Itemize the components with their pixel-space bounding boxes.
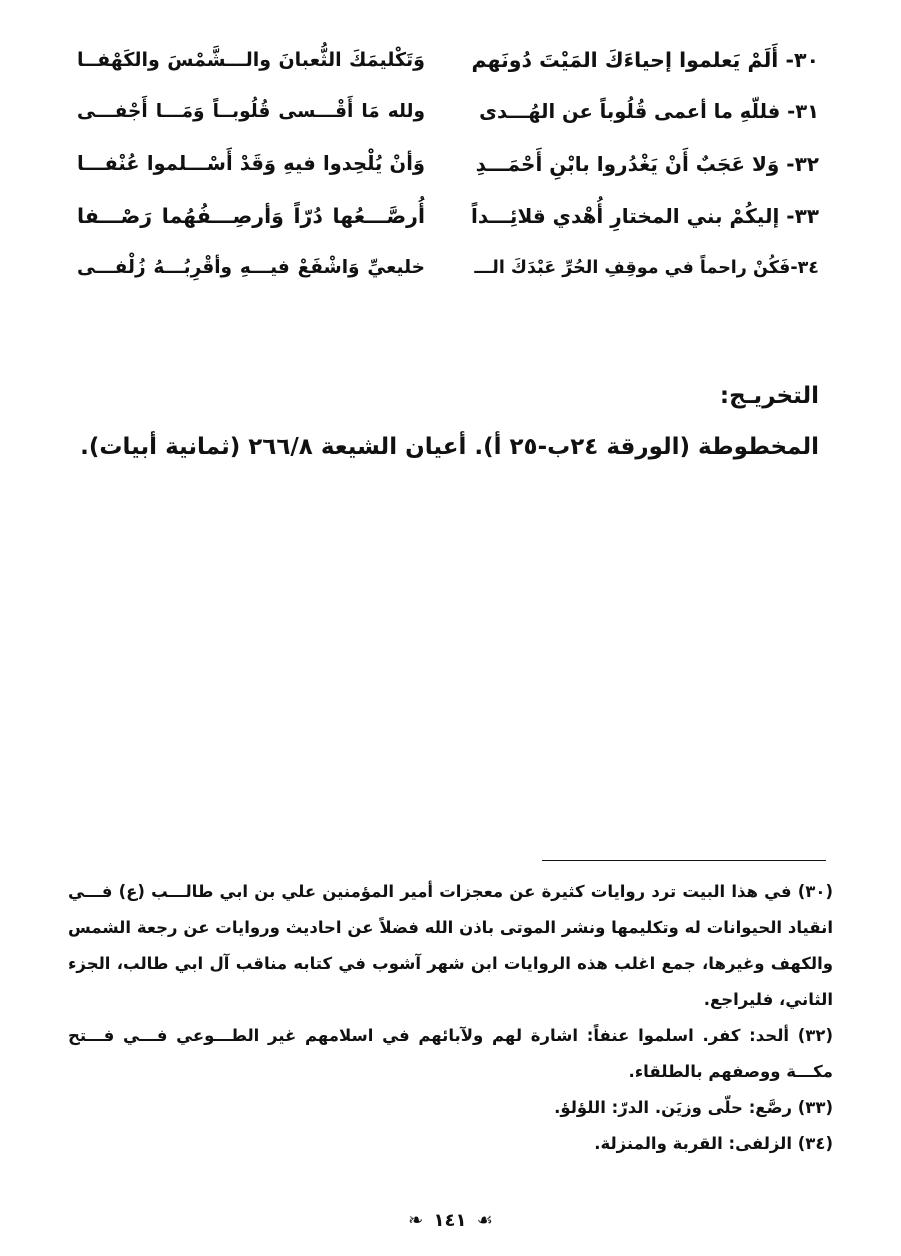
verse-first-hemistich: ٣٠- أَلَمْ يَعلموا إحياءَكَ المَيْتَ دُونَهم (471, 48, 819, 72)
footnote-33: (٣٣) رصَّع: حلّى وزيَن. الدرّ: اللؤلؤ. (554, 1098, 833, 1117)
footnote-30: (٣٠) في هذا البيت ترد روايات كثيرة عن معجزات أمير المؤمنين علي بن ابي طالـــب (ع) فـــي انقياد الحيوانات له وتكليمها ونشر الموتى باذن الله فضلاً عن احاديث وروايات عن رجعة الشمس والكهف وغيرها، جمع اغلب هذه الروايات ابن شهر آشوب في كتابه مناقب آل ابي طالب، الجزء الثاني، فليراجع. (68, 882, 833, 1009)
ornament-right-icon: ☙ (476, 1210, 493, 1231)
takhrij-heading: التخريـج: (719, 383, 819, 409)
verse-33 (77, 192, 819, 244)
verse-first-hemistich: ٣٣- إليكُمْ بني المختارِ أُهْدي قلائِـــداً (471, 204, 819, 228)
verse-first-hemistich: ٣١- فللّهِ ما أعمى قُلُوباً عن الهُـــدى (479, 100, 819, 123)
page-number: ١٤١ (433, 1210, 467, 1231)
poem-verses (77, 36, 819, 296)
verse-second-hemistich: خليعيِّ وَاشْفَعْ فيـــهِ وأقْرِبُـــهُ زُلْفـــى (77, 257, 425, 278)
footnotes (68, 874, 833, 1162)
verse-31 (77, 88, 819, 140)
verse-30 (77, 36, 819, 88)
verse-second-hemistich: ولله مَا أَقْـــسى قُلُوبــاً وَمَـــا أَجْفـــى (77, 101, 425, 122)
verse-second-hemistich: وَأنْ يُلْحِدوا فيهِ وَقَدْ أَسْـــلموا عُنْفـــا (77, 152, 425, 175)
footnote-32: (٣٢) ألحد: كفر. اسلموا عنفاً: اشارة لهم ولآبائهم في اسلامهم غير الطـــوعي فـــي فـــتح مكـــة ووصفهم بالطلقاء. (68, 1026, 833, 1081)
verse-34 (77, 244, 819, 296)
page-number-footer (0, 1206, 901, 1236)
verse-second-hemistich: أُرصَّـــعُها دُرّاً وَأرصِـــفُهُما رَصْـــفا (77, 204, 425, 228)
verse-first-hemistich: ٣٢- وَلا عَجَبٌ أَنْ يَغْدُروا بابْنِ أَحْمَـــدِ (475, 152, 819, 176)
verse-32 (77, 140, 819, 192)
ornament-left-icon: ❧ (408, 1210, 424, 1231)
verse-second-hemistich: وَتَكْليمَكَ الثُّعبانَ والـــشَّمْسَ والكَهْفــا (77, 49, 425, 71)
verse-first-hemistich: ٣٤-فَكُنْ راحماً في موقِفِ الحُرِّ عَبْدَكَ الـــ (474, 258, 819, 278)
footnote-34: (٣٤) الزلفى: القربة والمنزلة. (594, 1134, 833, 1153)
takhrij-text: المخطوطة (الورقة ٢٤ب-٢٥ أ). أعيان الشيعة ٢٦٦/٨ (ثمانية أبيات). (80, 434, 819, 460)
footnote-separator (542, 860, 826, 861)
